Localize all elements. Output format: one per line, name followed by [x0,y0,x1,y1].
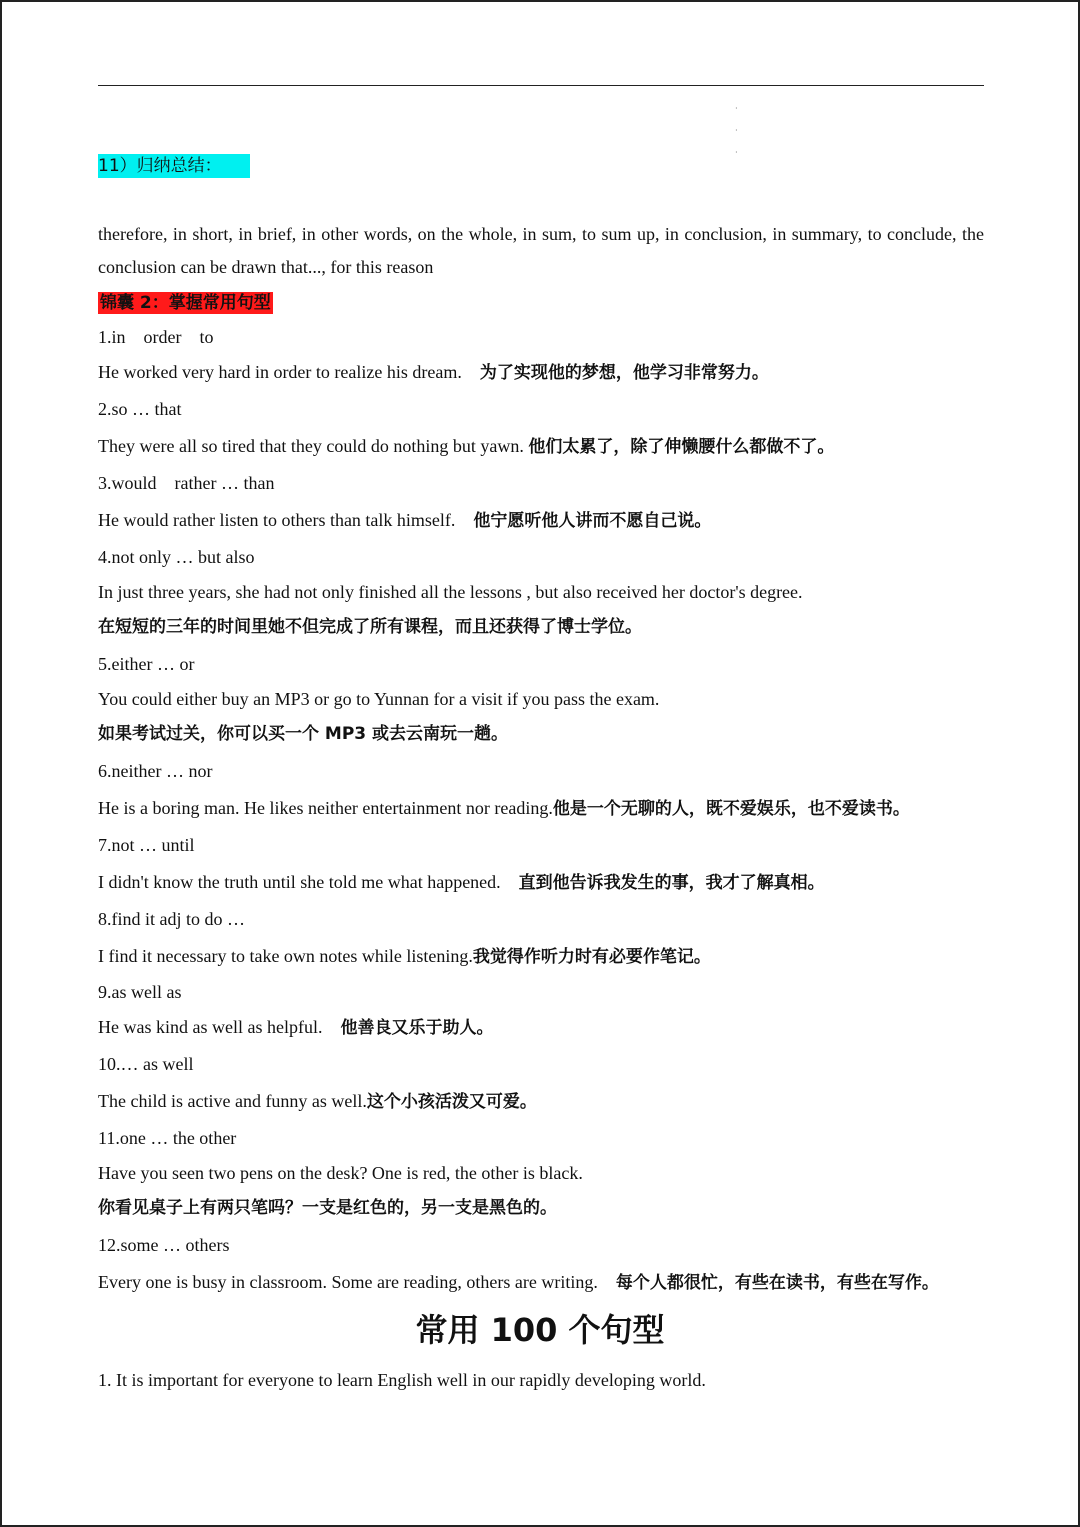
example-en: They were all so tired that they could do nothing but yawn. [98,436,524,456]
pattern-label: 3.would rather … than [98,473,275,493]
example-zh: 直到他告诉我发生的事，我才了解真相。 [518,873,825,893]
pattern-label: 10.… as well [98,1054,194,1074]
pattern-example [98,434,834,459]
pattern-label: 11.one … the other [98,1128,237,1148]
example-zh: 他们太累了，除了伸懒腰什么都做不了。 [528,437,835,457]
pattern-example [98,1089,537,1114]
pattern-label: 6.neither … nor [98,761,213,781]
example-en: You could either buy an MP3 or go to Yunnan for a visit if you pass the exam. [98,689,660,709]
big-title: 常用 100 个句型 [415,1311,665,1349]
pattern-example [98,796,910,821]
example-en: He worked very hard in order to realize his dream. [98,362,462,382]
pattern-label: 12.some … others [98,1235,230,1255]
example-en: He was kind as well as helpful. [98,1017,323,1037]
pattern-label: 5.either … or [98,654,195,674]
example-en: He would rather listen to others than talk himself. [98,510,456,530]
pattern-label: 4.not only … but also [98,547,255,567]
example-en: Every one is busy in classroom. Some are reading, others are writing. [98,1272,598,1292]
pattern-label: 7.not … until [98,835,195,855]
example-en: I didn't know the truth until she told me what happened. [98,872,501,892]
example-zh: 这个小孩活泼又可爱。 [366,1092,537,1112]
example-zh: 他善良又乐于助人。 [340,1018,494,1038]
pattern-label: 9.as well as [98,982,182,1002]
example-zh: 他是一个无聊的人，既不爱娱乐，也不爱读书。 [552,799,910,819]
pattern-example [98,508,711,533]
heading-11 [98,153,250,178]
pattern-example [98,870,825,895]
example-en: He is a boring man. He likes neither entertainment nor reading. [98,798,553,818]
example-zh: 我觉得作听力时有必要作笔记。 [472,947,711,967]
pattern-label: 1.in order to [98,327,214,347]
section-title-text: 锦囊 2：掌握常用句型 [100,293,271,313]
pattern-example [98,1270,939,1295]
heading-11-text: 11）归纳总结： [98,154,250,178]
example-en: Have you seen two pens on the desk? One is red, the other is black. [98,1163,583,1183]
example-zh: 在短短的三年的时间里她不但完成了所有课程，而且还获得了博士学位。 [98,617,642,637]
final-sentence: 1. It is important for everyone to learn English well in our rapidly developing world. [98,1370,706,1390]
summary-words: therefore, in short, in brief, in other words, on the whole, in sum, to sum up, in conclusion, in summary, to conclude, the conclusion can be drawn that..., for this reason [98,224,984,277]
example-en: The child is active and funny as well. [98,1091,367,1111]
header-rule [98,85,984,86]
decorative-dots: · · · [735,104,738,157]
pattern-example [98,944,711,969]
example-en: In just three years, she had not only finished all the lessons , but also received her doctor's degree. [98,582,803,602]
example-zh: 如果考试过关，你可以买一个 MP3 或去云南玩一趟。 [98,724,509,744]
pattern-example [98,1015,493,1040]
pattern-example [98,360,769,385]
example-en: I find it necessary to take own notes while listening. [98,946,473,966]
pattern-label: 2.so … that [98,399,182,419]
section-title [98,290,273,315]
example-zh: 为了实现他的梦想，他学习非常努力。 [479,363,769,383]
pattern-label: 8.find it adj to do … [98,909,245,929]
example-zh: 每个人都很忙，有些在读书，有些在写作。 [615,1273,939,1293]
example-zh: 你看见桌子上有两只笔吗？一支是红色的，另一支是黑色的。 [98,1198,557,1218]
example-zh: 他宁愿听他人讲而不愿自己说。 [473,511,712,531]
